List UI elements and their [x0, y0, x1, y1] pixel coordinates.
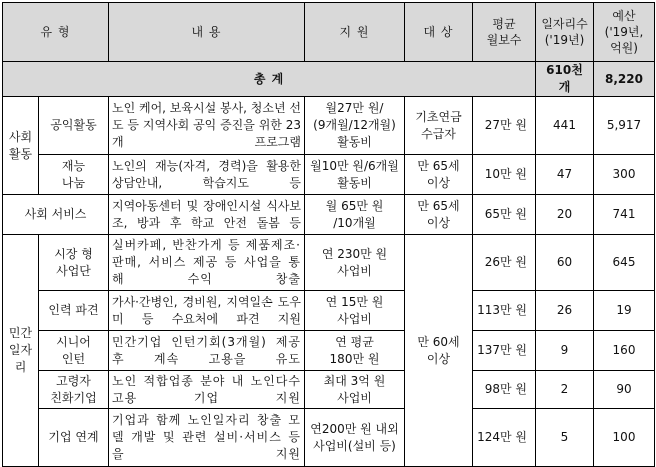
- header-content: 내 용: [109, 3, 305, 62]
- header-type: 유 형: [3, 3, 109, 62]
- subtype-cell: 기업 연계: [39, 409, 109, 467]
- pay-cell: 98만 원: [473, 371, 536, 409]
- group-social-service: 사회 서비스: [3, 195, 109, 235]
- content-cell: 노인의 재능(자격, 경력)을 활용한 상담안내, 학습지도 등: [109, 155, 305, 195]
- content-cell: 지역아동센터 및 장애인시설 식사보조, 방과 후 학교 안전 돌봄 등: [109, 195, 305, 235]
- table-row: [3, 291, 655, 331]
- target-cell: 만 65세 이상: [405, 155, 473, 195]
- table-row: [3, 195, 655, 235]
- subtype-cell: 시장 형 사업단: [39, 235, 109, 291]
- table-row: [3, 331, 655, 371]
- total-jobs: 610천 개: [536, 62, 594, 97]
- support-cell: 월10만 원/6개월 활동비: [305, 155, 405, 195]
- support-cell: 연 평균 180만 원: [305, 331, 405, 371]
- jobs-cell: 26: [536, 291, 594, 331]
- support-cell: 월 65만 원 /10개월: [305, 195, 405, 235]
- jobs-cell: 441: [536, 97, 594, 155]
- subtype-cell: 시니어 인턴: [39, 331, 109, 371]
- jobs-cell: 2: [536, 371, 594, 409]
- table-row: [3, 97, 655, 155]
- table-row: [3, 235, 655, 291]
- budget-cell: 5,917: [594, 97, 655, 155]
- jobs-cell: 47: [536, 155, 594, 195]
- support-cell: 연200만 원 내외 사업비(설비 등): [305, 409, 405, 467]
- budget-cell: 741: [594, 195, 655, 235]
- support-cell: 연 230만 원 사업비: [305, 235, 405, 291]
- total-row: [3, 62, 655, 97]
- support-cell: 월27만 원/ (9개월/12개월) 활동비: [305, 97, 405, 155]
- support-cell: 최대 3억 원 사업비: [305, 371, 405, 409]
- header-row: [3, 3, 655, 62]
- table-row: [3, 371, 655, 409]
- group-private-jobs: 민간 일자 리: [3, 235, 39, 467]
- pay-cell: 137만 원: [473, 331, 536, 371]
- subtype-cell: 공익활동: [39, 97, 109, 155]
- pay-cell: 113만 원: [473, 291, 536, 331]
- total-budget: 8,220: [594, 62, 655, 97]
- target-cell: 만 65세 이상: [405, 195, 473, 235]
- header-target: 대 상: [405, 3, 473, 62]
- subtype-cell: 재능 나눔: [39, 155, 109, 195]
- table-row: [3, 155, 655, 195]
- header-budget: 예산 ('19년, 억원): [594, 3, 655, 62]
- content-cell: 민간기업 인턴기회(3개월) 제공 후 계속 고용을 유도: [109, 331, 305, 371]
- content-cell: 노인 적합업종 분야 내 노인다수 고용 기업 지원: [109, 371, 305, 409]
- pay-cell: 26만 원: [473, 235, 536, 291]
- pay-cell: 10만 원: [473, 155, 536, 195]
- pay-cell: 27만 원: [473, 97, 536, 155]
- group-social-activity: 사회 활동: [3, 97, 39, 195]
- jobs-cell: 5: [536, 409, 594, 467]
- jobs-cell: 20: [536, 195, 594, 235]
- budget-cell: 90: [594, 371, 655, 409]
- budget-cell: 645: [594, 235, 655, 291]
- elderly-jobs-table: [2, 2, 655, 467]
- header-jobs: 일자리수 ('19년): [536, 3, 594, 62]
- jobs-cell: 9: [536, 331, 594, 371]
- target-cell: 기초연금 수급자: [405, 97, 473, 155]
- content-cell: 실버카페, 반찬가게 등 제품제조·판매, 서비스 제공 등 사업을 통해 수익 창출: [109, 235, 305, 291]
- subtype-cell: 고령자 친화기업: [39, 371, 109, 409]
- header-support: 지 원: [305, 3, 405, 62]
- header-avg-pay: 평균 월보수: [473, 3, 536, 62]
- content-cell: 노인 케어, 보육시설 봉사, 청소년 선도 등 지역사회 공익 증진을 위한 23개 프로그램: [109, 97, 305, 155]
- budget-cell: 160: [594, 331, 655, 371]
- private-target-cell: 만 60세 이상: [405, 235, 473, 467]
- budget-cell: 19: [594, 291, 655, 331]
- content-cell: 가사·간병인, 경비원, 지역일손 도우미 등 수요처에 파견 지원: [109, 291, 305, 331]
- subtype-cell: 인력 파견: [39, 291, 109, 331]
- total-label: 총 계: [3, 62, 536, 97]
- content-cell: 기업과 함께 노인일자리 창출 모델 개발 및 관련 설비·서비스 등을 지원: [109, 409, 305, 467]
- jobs-cell: 60: [536, 235, 594, 291]
- table-row: [3, 409, 655, 467]
- pay-cell: 124만 원: [473, 409, 536, 467]
- budget-cell: 100: [594, 409, 655, 467]
- budget-cell: 300: [594, 155, 655, 195]
- support-cell: 연 15만 원 사업비: [305, 291, 405, 331]
- pay-cell: 65만 원: [473, 195, 536, 235]
